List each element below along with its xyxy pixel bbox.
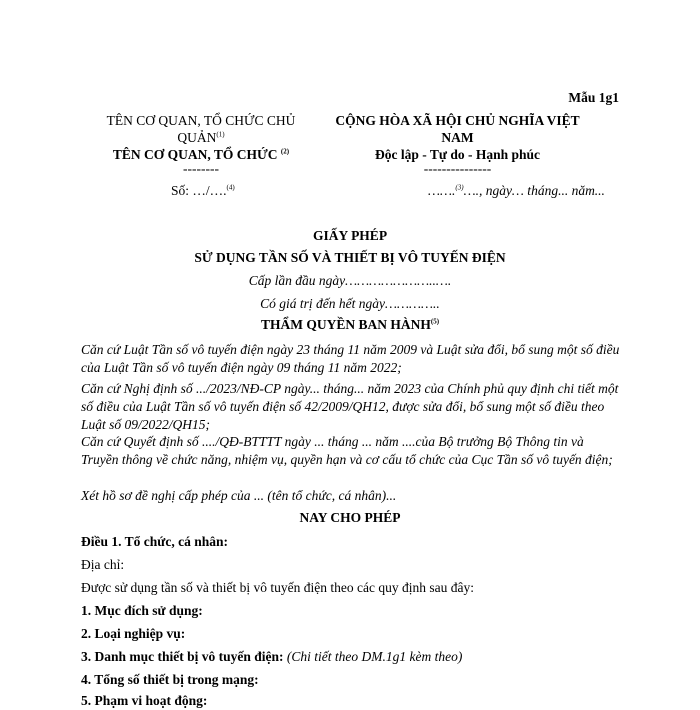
parent-org-text: TÊN CƠ QUAN, TỔ CHỨC CHỦ QUẢN <box>106 113 296 145</box>
document-number-text: Số: …/…. <box>171 183 227 198</box>
item-note: (Chi tiết theo DM.1g1 kèm theo) <box>286 649 463 664</box>
issue-date-sup: (3) <box>455 183 464 192</box>
item-label: 5. Phạm vi hoạt động: <box>81 693 208 708</box>
document-subtitle: SỬ DỤNG TẦN SỐ VÀ THIẾT BỊ VÔ TUYẾN ĐIỆN <box>194 250 506 265</box>
usage-line: Được sử dụng tần số và thiết bị vô tuyến điện theo các quy định sau đây: <box>81 580 474 595</box>
article-1: Điều 1. Tổ chức, cá nhân: <box>81 534 228 549</box>
valid-until: Có giá trị đến hết ngày………….. <box>260 296 440 311</box>
form-code: Mẫu 1g1 <box>568 90 619 105</box>
issuing-authority-text: THẨM QUYỀN BAN HÀNH <box>260 317 431 332</box>
parent-org <box>96 112 306 146</box>
issuing-authority <box>0 317 700 333</box>
legal-basis-3: Căn cứ Quyết định số ..../QĐ-BTTTT ngày ... tháng ... năm ....của Bộ trưởng Bộ Thông tin và Truyền thông về chức năng, nhiệm vụ, quyền hạn và cơ cấu tổ chức của Cục Tần số vô tuyến điện; <box>81 434 613 467</box>
permit-heading: NAY CHO PHÉP <box>299 510 401 525</box>
list-item <box>81 625 641 643</box>
item-label: 3. Danh mục thiết bị vô tuyến điện: <box>81 649 284 664</box>
address-line: Địa chỉ: <box>81 557 125 572</box>
legal-basis-1: Căn cứ Luật Tần số vô tuyến điện ngày 23 tháng 11 năm 2009 và Luật sửa đổi, bổ sung một số điều của Luật Tần số vô tuyến điện ngày 09 tháng 11 năm 2022; <box>81 342 620 375</box>
issue-date <box>428 183 605 199</box>
issuing-authority-sup: (5) <box>430 317 440 326</box>
review-statement: Xét hồ sơ đề nghị cấp phép của ... (tên tổ chức, cá nhân)... <box>81 488 397 503</box>
list-item <box>81 692 641 710</box>
list-item <box>81 671 641 689</box>
legal-basis-2: Căn cứ Nghị định số .../2023/NĐ-CP ngày... tháng... năm 2023 của Chính phủ quy định chi tiết một số điều của Luật Tần số vô tuyến điện số 42/2009/QH12, được sửa đổi, bổ sung một số điều theo Luật số 09/2022/QH15; <box>81 381 619 432</box>
country-name: CỘNG HÒA XÃ HỘI CHỦ NGHĨA VIỆT NAM <box>335 113 580 145</box>
item-label: 4. Tổng số thiết bị trong mạng: <box>81 672 259 687</box>
header-right <box>330 112 585 175</box>
document-number <box>171 183 235 199</box>
document-number-sup: (4) <box>226 183 235 192</box>
parent-org-sup: (1) <box>216 130 225 139</box>
list-item <box>81 602 641 620</box>
first-issued: Cấp lần đầu ngày…………………..…. <box>248 273 452 288</box>
org-name-text: TÊN CƠ QUAN, TỔ CHỨC <box>112 147 278 162</box>
header-left <box>96 112 306 175</box>
item-label: 2. Loại nghiệp vụ: <box>81 626 186 641</box>
issue-date-prefix: ……. <box>428 183 456 198</box>
org-name-sup: (2) <box>280 147 290 156</box>
item-label: 1. Mục đích sử dụng: <box>81 603 203 618</box>
document-title: GIẤY PHÉP <box>312 228 388 243</box>
motto: Độc lập - Tự do - Hạnh phúc <box>374 147 541 162</box>
left-separator: -------- <box>183 161 219 176</box>
issue-date-suffix: …., ngày… tháng... năm... <box>463 183 605 198</box>
list-item <box>81 648 641 666</box>
right-separator: --------------- <box>423 161 492 176</box>
